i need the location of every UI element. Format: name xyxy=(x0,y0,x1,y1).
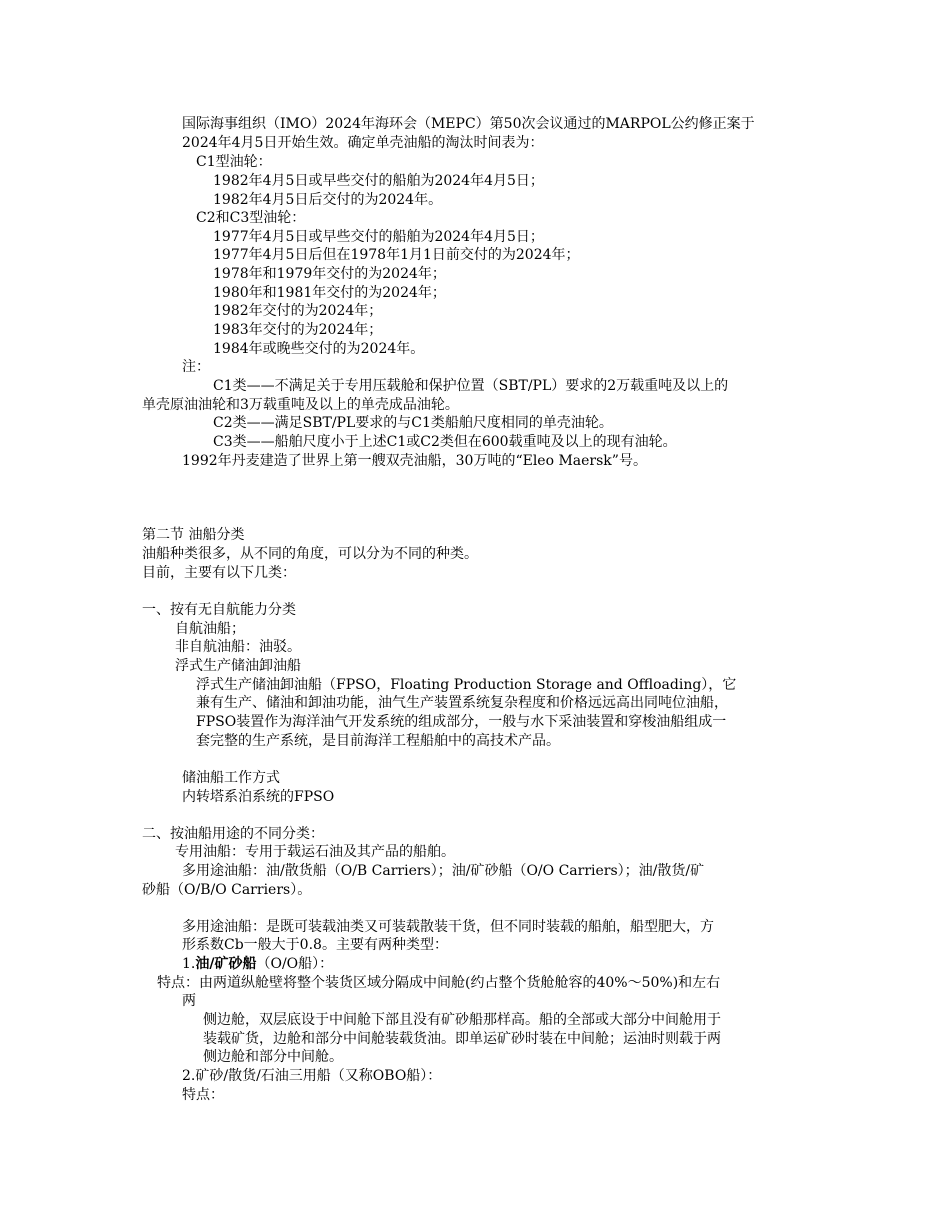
type-1-suffix: （O/O船）： xyxy=(256,956,334,972)
type-1-bold-label: 油/矿砂船 xyxy=(195,956,257,972)
c2c3-item: 1978年和1979年交付的为2024年； xyxy=(213,266,446,282)
intro-line-1: 国际海事组织（IMO）2024年海环会（MEPC）第50次会议通过的MARPOL公约修正案于 xyxy=(182,116,755,132)
dedicated-tanker-item: 专用油船：专用于载运石油及其产品的船舶。 xyxy=(175,844,455,860)
section-intro-1: 油船种类很多，从不同的角度，可以分为不同的种类。 xyxy=(142,546,478,562)
fpso-line: FPSO装置作为海洋油气开发系统的组成部分，一般与水下采油装置和穿梭油船组成一 xyxy=(196,714,727,730)
multi-purpose-definition-1: 多用途油船：是既可装载油类又可装载散装干货，但不同时装载的船舶，船型肥大，方 xyxy=(182,919,714,935)
multi-purpose-line-1: 多用途油船：油/散货船（O/B Carriers）；油/矿砂船（O/O Carriers）；油/散货/矿 xyxy=(182,863,705,879)
history-line: 1992年丹麦建造了世界上第一艘双壳油船，30万吨的“Eleo Maersk”号。 xyxy=(182,453,647,469)
intro-line-2: 2024年4月5日开始生效。确定单壳油船的淘汰时间表为： xyxy=(182,135,544,151)
c2c3-item: 1982年交付的为2024年； xyxy=(213,303,383,319)
type-2-feature-label: 特点： xyxy=(182,1087,224,1103)
category-2-heading: 二、按油船用途的不同分类： xyxy=(142,826,324,842)
c1-item: 1982年4月5日后交付的为2024年。 xyxy=(213,192,443,208)
fpso-line: 兼有生产、储油和卸油功能，油气生产装置系统复杂程度和价格远远高出同吨位油船， xyxy=(196,695,728,711)
storage-mode-label: 储油船工作方式 xyxy=(182,770,280,786)
note-c2: C2类——满足SBT/PL要求的与C1类船舶尺度相同的单壳油轮。 xyxy=(213,415,613,431)
non-self-propelled-item: 非自航油船：油驳。 xyxy=(175,639,301,655)
fpso-heading: 浮式生产储油卸油船 xyxy=(175,658,301,674)
type-1-feature-line-1: 特点：由两道纵舱壁将整个装货区域分隔成中间舱(约占整个货舱舱容的40%～50%)和左右 xyxy=(157,975,721,991)
section-title: 第二节 油船分类 xyxy=(142,527,245,543)
c2c3-item: 1977年4月5日后但在1978年1月1日前交付的为2024年； xyxy=(213,247,580,263)
category-1-heading: 一、按有无自航能力分类 xyxy=(142,602,296,618)
c2c3-heading: C2和C3型油轮： xyxy=(196,210,306,226)
c2c3-item: 1977年4月5日或早些交付的船舶为2024年4月5日； xyxy=(213,229,544,245)
multi-purpose-definition-2: 形系数Cb一般大于0.8。主要有两种类型： xyxy=(182,937,448,953)
type-1-feature-line-2: 两 xyxy=(182,993,196,1009)
note-c1-line-1: C1类——不满足关于专用压载舱和保护位置（SBT/PL）要求的2万载重吨及以上的 xyxy=(213,378,729,394)
fpso-line: 浮式生产储油卸油船（FPSO，Floating Production Storage and Offloading），它 xyxy=(196,677,737,693)
multi-purpose-line-2: 砂船（O/B/O Carriers）。 xyxy=(142,882,312,898)
c2c3-item: 1983年交付的为2024年； xyxy=(213,322,383,338)
type-1-feature-detail: 侧边舱和部分中间舱。 xyxy=(203,1049,343,1065)
type-2-heading: 2.矿砂/散货/石油三用船（又称OBO船）： xyxy=(182,1068,442,1084)
section-intro-2: 目前，主要有以下几类： xyxy=(142,565,296,581)
c2c3-item: 1984年或晚些交付的为2024年。 xyxy=(213,341,425,357)
self-propelled-item: 自航油船； xyxy=(175,621,245,637)
type-1-feature-detail: 装载矿货，边舱和部分中间舱装载货油。即单运矿砂时装在中间舱；运油时则载于两 xyxy=(203,1031,721,1047)
c2c3-item: 1980年和1981年交付的为2024年； xyxy=(213,285,446,301)
turret-fpso-label: 内转塔系泊系统的FPSO xyxy=(182,789,335,805)
fpso-line: 套完整的生产系统，是目前海洋工程船舶中的高技术产品。 xyxy=(196,733,560,749)
type-1-heading xyxy=(182,955,333,974)
type-1-feature-detail: 侧边舱，双层底设于中间舱下部且没有矿砂船那样高。船的全部或大部分中间舱用于 xyxy=(203,1012,721,1028)
c1-heading: C1型油轮： xyxy=(196,154,272,170)
note-label: 注： xyxy=(182,359,210,375)
type-1-number: 1. xyxy=(182,956,196,972)
note-c3: C3类——船舶尺度小于上述C1或C2类但在600载重吨及以上的现有油轮。 xyxy=(213,434,677,450)
c1-item: 1982年4月5日或早些交付的船舶为2024年4月5日； xyxy=(213,173,544,189)
note-c1-line-2: 单壳原油油轮和3万载重吨及以上的单壳成品油轮。 xyxy=(142,397,459,413)
